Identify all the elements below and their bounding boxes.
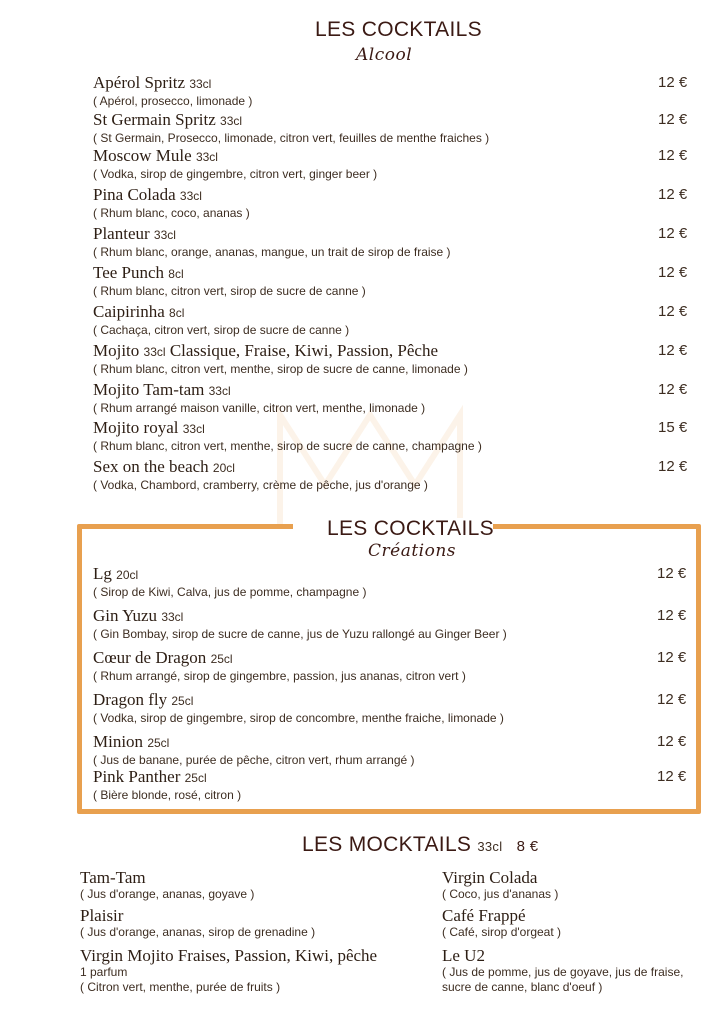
mocktail-name: Tam-Tam	[80, 868, 146, 887]
item-name: Dragon fly	[93, 690, 168, 709]
item-price: 12 €	[657, 565, 687, 582]
item-name-line	[93, 263, 366, 284]
item-name: Minion	[93, 732, 144, 751]
mocktail-description-2: ( Citron vert, menthe, purée de fruits )	[80, 980, 281, 994]
section-title-alcool: LES COCKTAILS	[315, 18, 482, 41]
mocktails-volume: 33cl	[477, 839, 503, 854]
item-name: Mojito Tam-tam	[93, 380, 205, 399]
section-title-creations: LES COCKTAILS	[327, 517, 494, 540]
item-name: Caipirinha	[93, 302, 165, 321]
item-description: ( Cachaça, citron vert, sirop de sucre de canne )	[93, 323, 350, 337]
mocktail-description: 1 parfum	[80, 965, 128, 979]
item-volume: 20cl	[116, 568, 139, 582]
item-description: ( Rhum blanc, orange, ananas, mangue, un trait de sirop de fraise )	[93, 245, 451, 259]
menu-item	[93, 73, 252, 109]
item-price: 12 €	[658, 74, 688, 91]
item-price: 12 €	[658, 111, 688, 128]
menu-item	[93, 606, 507, 642]
mocktails-title: LES MOCKTAILS	[302, 833, 472, 856]
mocktail-item	[80, 946, 377, 995]
section-subtitle-creations: Créations	[368, 541, 457, 561]
mocktail-name: Virgin Mojito Fraises, Passion, Kiwi, pêche	[80, 946, 378, 965]
item-name-line	[93, 690, 504, 711]
item-description: ( Gin Bombay, sirop de sucre de canne, jus de Yuzu rallongé au Ginger Beer )	[93, 627, 507, 641]
item-name: Pink Panther	[93, 767, 181, 786]
menu-item	[93, 110, 489, 146]
item-volume: 25cl	[184, 771, 207, 785]
item-variants: Classique, Fraise, Kiwi, Passion, Pêche	[169, 341, 439, 360]
mocktail-item	[442, 868, 558, 902]
item-description: ( Vodka, sirop de gingembre, citron vert, ginger beer )	[93, 167, 378, 181]
mocktail-description: ( Jus de pomme, jus de goyave, jus de fraise,	[442, 965, 684, 979]
mocktail-description: ( Café, sirop d'orgeat )	[442, 925, 562, 939]
item-price: 12 €	[658, 186, 688, 203]
item-description: ( Rhum arrangé, sirop de gingembre, passion, jus ananas, citron vert )	[93, 669, 466, 683]
item-description: ( Rhum blanc, coco, ananas )	[93, 206, 250, 220]
item-volume: 33cl	[179, 189, 202, 203]
item-name-line	[93, 146, 377, 167]
item-name-line	[93, 110, 489, 131]
menu-item	[93, 185, 250, 221]
item-description: ( Bière blonde, rosé, citron )	[93, 788, 242, 802]
item-price: 12 €	[657, 691, 687, 708]
item-volume: 33cl	[153, 228, 176, 242]
menu-item	[93, 380, 425, 416]
menu-item	[93, 732, 415, 768]
mocktail-description: ( Coco, jus d'ananas )	[442, 887, 559, 901]
item-name: Sex on the beach	[93, 457, 209, 476]
item-price: 12 €	[658, 264, 688, 281]
item-price: 12 €	[657, 607, 687, 624]
item-name-line	[93, 767, 241, 788]
item-description: ( Rhum blanc, citron vert, sirop de sucre de canne )	[93, 284, 366, 298]
item-description: ( Vodka, Chambord, cramberry, crème de pêche, jus d'orange )	[93, 478, 428, 492]
item-price: 12 €	[658, 303, 688, 320]
section-title-mocktails	[302, 833, 538, 857]
item-name-line	[93, 418, 482, 439]
item-name-line	[93, 302, 349, 323]
item-description: ( Jus de banane, purée de pêche, citron vert, rhum arrangé )	[93, 753, 415, 767]
item-name: Mojito royal	[93, 418, 179, 437]
mocktail-item	[80, 868, 254, 902]
item-description: ( Apérol, prosecco, limonade )	[93, 94, 253, 108]
item-volume: 33cl	[143, 345, 166, 359]
item-price: 12 €	[657, 649, 687, 666]
mocktail-item	[80, 906, 315, 940]
mocktails-price: 8 €	[516, 838, 539, 855]
item-name-line	[93, 341, 468, 362]
item-volume: 33cl	[189, 77, 212, 91]
item-volume: 33cl	[208, 384, 231, 398]
menu-item	[93, 648, 466, 684]
item-name-line	[93, 185, 250, 206]
item-name-line	[93, 606, 507, 627]
menu-item	[93, 418, 482, 454]
item-volume: 8cl	[168, 267, 184, 281]
item-name: Planteur	[93, 224, 150, 243]
item-name: Tee Punch	[93, 263, 165, 282]
item-name: Gin Yuzu	[93, 606, 158, 625]
menu-item	[93, 564, 366, 600]
item-price: 12 €	[658, 342, 688, 359]
item-description: ( Rhum arrangé maison vanille, citron vert, menthe, limonade )	[93, 401, 426, 415]
mocktail-description-2: sucre de canne, blanc d'oeuf )	[442, 980, 603, 994]
item-volume: 33cl	[182, 422, 205, 436]
item-name-line	[93, 73, 252, 94]
item-name: Pina Colada	[93, 185, 176, 204]
item-name-line	[93, 732, 415, 753]
item-name: Mojito	[93, 341, 140, 360]
menu-item	[93, 224, 451, 260]
item-price: 12 €	[657, 768, 687, 785]
menu-item	[93, 457, 428, 493]
mocktail-description: ( Jus d'orange, ananas, goyave )	[80, 887, 255, 901]
menu-item	[93, 146, 377, 182]
mocktail-name: Virgin Colada	[442, 868, 538, 887]
item-volume: 33cl	[161, 610, 184, 624]
item-price: 12 €	[658, 225, 688, 242]
mocktail-item	[442, 906, 561, 940]
item-description: ( Vodka, sirop de gingembre, sirop de concombre, menthe fraiche, limonade )	[93, 711, 504, 725]
item-name-line	[93, 564, 366, 585]
menu-item	[93, 302, 349, 338]
item-name: St Germain Spritz	[93, 110, 216, 129]
item-name-line	[93, 648, 466, 669]
mocktail-name: Plaisir	[80, 906, 124, 925]
item-name: Lg	[93, 564, 112, 583]
section-subtitle-alcool: Alcool	[356, 45, 413, 65]
menu-item	[93, 263, 366, 299]
mocktail-description: ( Jus d'orange, ananas, sirop de grenadine )	[80, 925, 316, 939]
item-description: ( Rhum blanc, citron vert, menthe, sirop de sucre de canne, champagne )	[93, 439, 482, 453]
item-name: Moscow Mule	[93, 146, 192, 165]
menu-item	[93, 690, 504, 726]
item-volume: 25cl	[147, 736, 170, 750]
item-volume: 20cl	[212, 461, 235, 475]
item-name-line	[93, 380, 425, 401]
menu-item	[93, 341, 468, 377]
mocktail-item	[442, 946, 683, 995]
menu-item	[93, 767, 241, 803]
item-price: 15 €	[658, 419, 688, 436]
mocktail-name: Le U2	[442, 946, 485, 965]
item-price: 12 €	[658, 147, 688, 164]
item-volume: 25cl	[210, 652, 233, 666]
mocktail-name: Café Frappé	[442, 906, 526, 925]
item-name: Apérol Spritz	[93, 73, 186, 92]
item-volume: 25cl	[171, 694, 194, 708]
item-description: ( Rhum blanc, citron vert, menthe, sirop de sucre de canne, limonade )	[93, 362, 468, 376]
item-name-line	[93, 224, 451, 245]
item-volume: 33cl	[195, 150, 218, 164]
item-description: ( St Germain, Prosecco, limonade, citron vert, feuilles de menthe fraiches )	[93, 131, 490, 145]
item-price: 12 €	[658, 458, 688, 475]
item-description: ( Sirop de Kiwi, Calva, jus de pomme, champagne )	[93, 585, 367, 599]
item-name-line	[93, 457, 428, 478]
item-volume: 33cl	[220, 114, 243, 128]
item-name: Cœur de Dragon	[93, 648, 207, 667]
item-price: 12 €	[658, 381, 688, 398]
item-price: 12 €	[657, 733, 687, 750]
item-volume: 8cl	[169, 306, 185, 320]
